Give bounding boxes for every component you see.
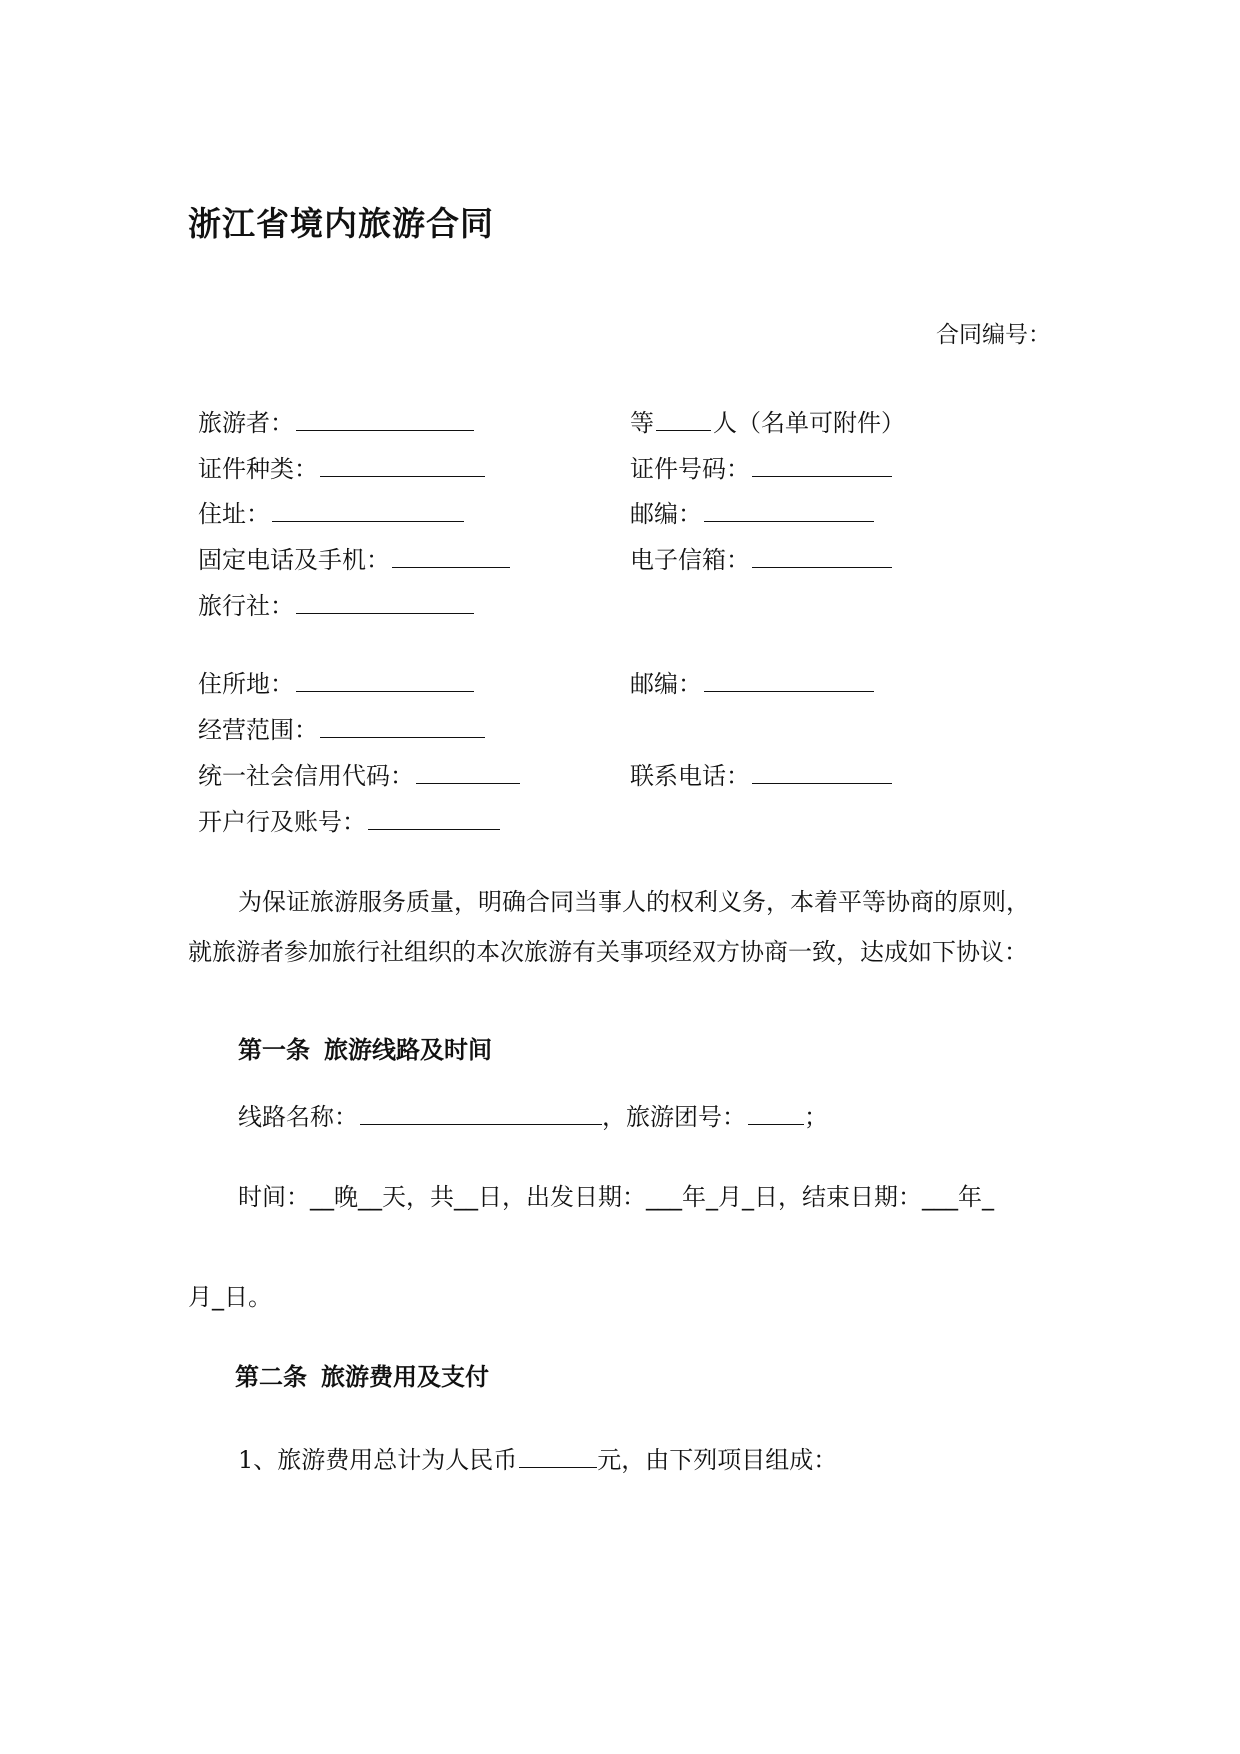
time-line-2: 月_日。 (188, 1283, 272, 1311)
article-1-heading (238, 1030, 492, 1065)
tourist-count-suffix: 人（名单可附件） (713, 409, 905, 437)
tourist-postcode-blank[interactable] (704, 499, 874, 522)
fee-amount-blank[interactable] (519, 1445, 597, 1468)
id-type-blank[interactable] (320, 454, 485, 477)
agency-name-label: 旅行社： (198, 592, 294, 620)
tourist-postcode-label: 邮编： (630, 500, 702, 528)
agency-scope-label: 经营范围： (198, 716, 318, 744)
article-1-title: 旅游线路及时间 (324, 1036, 492, 1064)
id-type-field (198, 454, 485, 484)
tourist-name-label: 旅游者： (198, 409, 294, 437)
tourist-phone-blank[interactable] (392, 545, 510, 568)
group-end: ； (804, 1103, 828, 1131)
tourist-address-label: 住址： (198, 500, 270, 528)
agency-address-blank[interactable] (296, 669, 474, 692)
article-2-title: 旅游费用及支付 (321, 1363, 489, 1391)
article-1-number: 第一条 (238, 1036, 310, 1064)
tourist-name-blank[interactable] (296, 408, 474, 431)
agency-credit-code-label: 统一社会信用代码： (198, 762, 414, 790)
agency-credit-code-field (198, 761, 520, 791)
tourist-phone-label: 固定电话及手机： (198, 546, 390, 574)
agency-bank-field (198, 807, 500, 837)
fee-item-1 (238, 1440, 837, 1475)
agency-bank-blank[interactable] (368, 807, 500, 830)
preamble-line-2: 就旅游者参加旅行社组织的本次旅游有关事项经双方协商一致，达成如下协议： (188, 938, 1028, 966)
agency-scope-blank[interactable] (320, 715, 485, 738)
tourist-postcode-field (630, 499, 874, 529)
tourist-phone-field (198, 545, 510, 575)
agency-name-field (198, 591, 474, 621)
id-number-blank[interactable] (752, 454, 892, 477)
agency-bank-label: 开户行及账号： (198, 808, 366, 836)
agency-name-blank[interactable] (296, 591, 474, 614)
article-2-number: 第二条 (235, 1363, 307, 1391)
tourist-count-field (630, 408, 905, 438)
agency-address-field (198, 669, 474, 699)
time-line-1: 时间：__晚__天，共__日，出发日期：___年_月_日，结束日期：___年_ (238, 1183, 994, 1211)
agency-address-label: 住所地： (198, 670, 294, 698)
agency-phone-blank[interactable] (752, 761, 892, 784)
preamble-line-1: 为保证旅游服务质量，明确合同当事人的权利义务，本着平等协商的原则， (238, 888, 1030, 916)
tourist-address-field (198, 499, 464, 529)
tourist-email-label: 电子信箱： (630, 546, 750, 574)
group-label: ，旅游团号： (602, 1103, 746, 1131)
fee-item-1-prefix: 旅游费用总计为人民币 (277, 1446, 518, 1474)
tourist-email-blank[interactable] (752, 545, 892, 568)
fee-item-1-number: 1、 (238, 1446, 278, 1474)
agency-postcode-label: 邮编： (630, 670, 702, 698)
tourist-address-blank[interactable] (272, 499, 464, 522)
agency-credit-code-blank[interactable] (416, 761, 520, 784)
route-blank[interactable] (360, 1102, 602, 1125)
contract-title: 浙江省境内旅游合同 (188, 204, 494, 243)
fee-item-1-suffix: 元，由下列项目组成： (597, 1446, 838, 1474)
agency-scope-field (198, 715, 485, 745)
group-number-blank[interactable] (748, 1102, 804, 1125)
id-number-label: 证件号码： (630, 455, 750, 483)
agency-phone-label: 联系电话： (630, 762, 750, 790)
id-number-field (630, 454, 892, 484)
id-type-label: 证件种类： (198, 455, 318, 483)
tourist-count-blank[interactable] (656, 408, 711, 431)
agency-postcode-field (630, 669, 874, 699)
tourist-email-field (630, 545, 892, 575)
route-label: 线路名称： (238, 1103, 358, 1131)
agency-postcode-blank[interactable] (704, 669, 874, 692)
route-field (238, 1097, 828, 1132)
tourist-count-prefix: 等 (630, 409, 654, 437)
article-2-heading (235, 1357, 489, 1392)
tourist-name-field (198, 408, 474, 438)
contract-number-label: 合同编号： (936, 322, 1051, 348)
agency-phone-field (630, 761, 892, 791)
